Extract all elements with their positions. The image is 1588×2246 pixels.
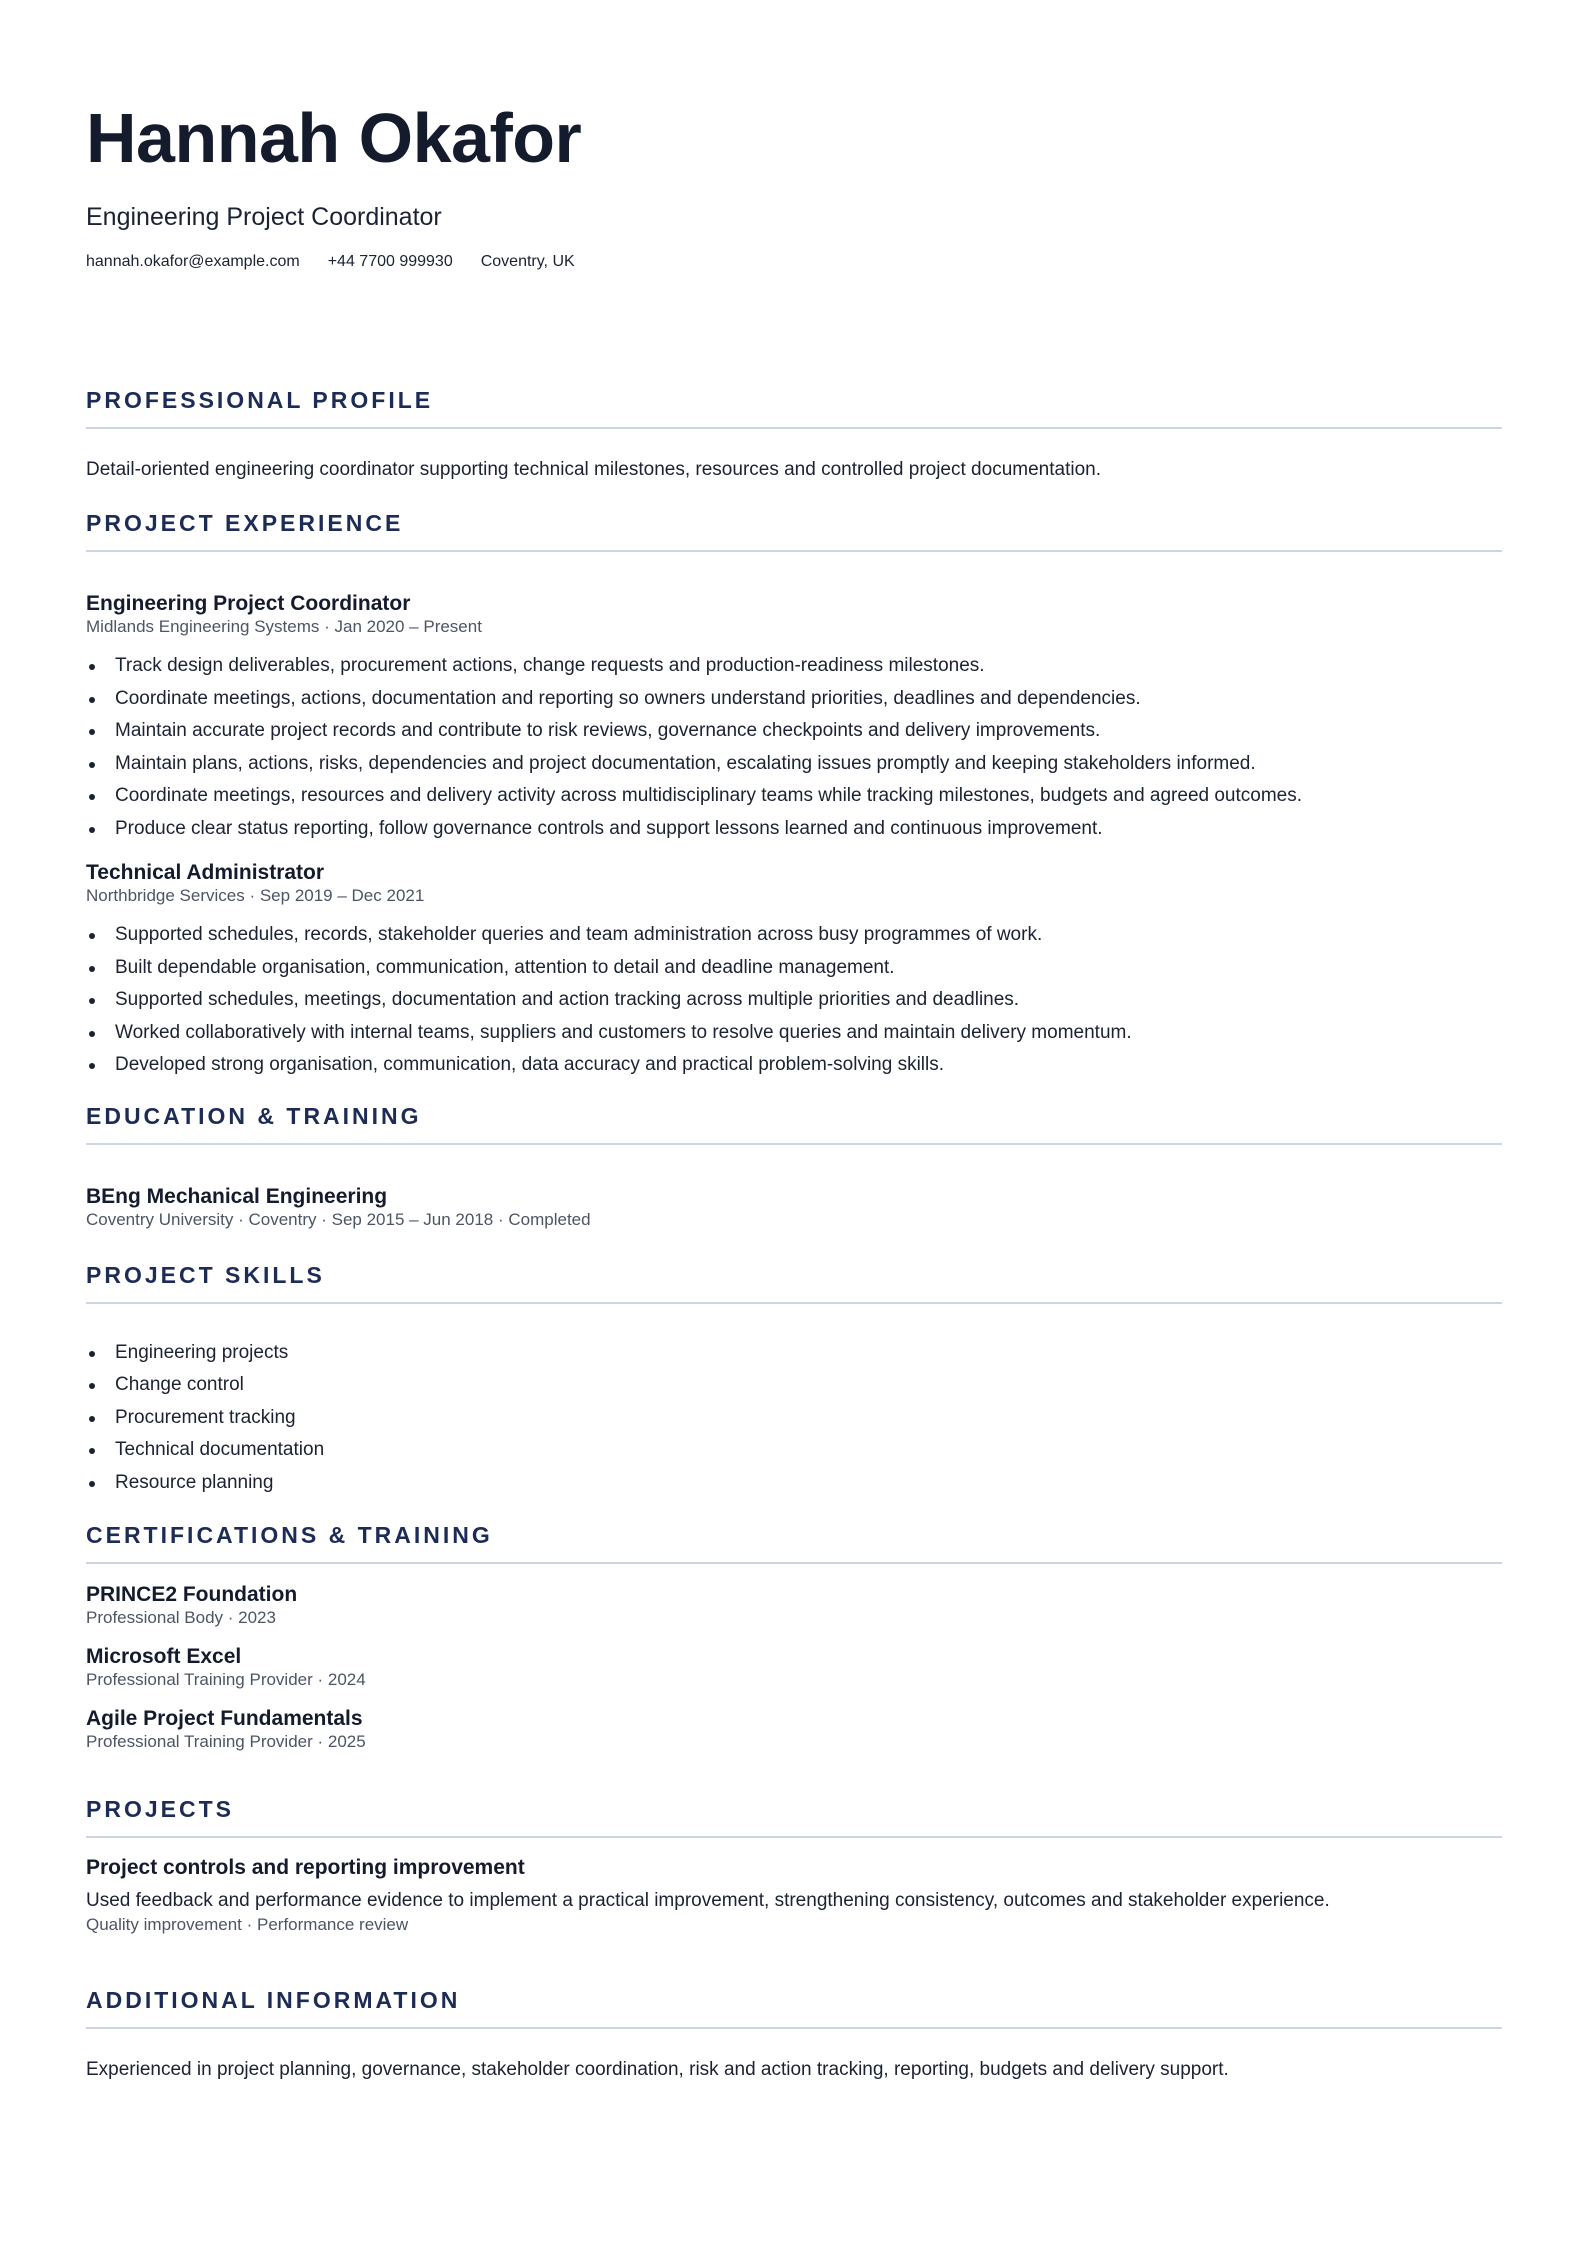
education-entry bbox=[86, 1185, 1502, 1231]
certification-name: Microsoft Excel bbox=[86, 1645, 242, 1668]
certification-name: Agile Project Fundamentals bbox=[86, 1707, 363, 1730]
list-item: Track design deliverables, procurement actions, change requests and production-readiness milestones. bbox=[115, 650, 1502, 683]
list-item: Coordinate meetings, actions, documentation and reporting so owners understand priorities, deadlines and dependencies. bbox=[115, 683, 1502, 716]
contact-location: Coventry, UK bbox=[480, 253, 575, 270]
list-item: Coordinate meetings, resources and delivery activity across multidisciplinary teams while tracking milestones, budgets and agreed outcomes. bbox=[115, 780, 1502, 813]
list-item: Change control bbox=[115, 1369, 1502, 1402]
contact-line bbox=[86, 252, 1502, 272]
section-title-projects: PROJECTS bbox=[86, 1796, 234, 1822]
additional-info: Experienced in project planning, governance, stakeholder coordination, risk and action tracking, reporting, budgets and delivery support. bbox=[86, 2059, 1229, 2080]
section-profile bbox=[86, 386, 1502, 483]
contact-email: hannah.okafor@example.com bbox=[86, 253, 300, 270]
section-title-profile: PROFESSIONAL PROFILE bbox=[86, 387, 434, 413]
certification-entry bbox=[86, 1583, 1502, 1629]
section-divider bbox=[86, 1562, 1502, 1564]
section-title-skills: PROJECT SKILLS bbox=[86, 1261, 325, 1288]
section-divider bbox=[86, 2027, 1502, 2029]
certification-name: PRINCE2 Foundation bbox=[86, 1583, 298, 1606]
skills-list bbox=[86, 1337, 1502, 1500]
list-item: Procurement tracking bbox=[115, 1402, 1502, 1435]
section-education bbox=[86, 1102, 1502, 1231]
job-title: Technical Administrator bbox=[86, 861, 325, 884]
section-title-additional: ADDITIONAL INFORMATION bbox=[86, 1987, 461, 2013]
list-item: Built dependable organisation, communication, attention to detail and deadline management. bbox=[115, 952, 1502, 985]
project-description: Used feedback and performance evidence to implement a practical improvement, strengthening consistency, outcomes and stakeholder experience. bbox=[86, 1890, 1330, 1911]
job-bullets bbox=[86, 650, 1502, 845]
job-bullets bbox=[86, 919, 1502, 1082]
section-certifications bbox=[86, 1521, 1502, 1753]
section-divider bbox=[86, 427, 1502, 429]
resume-header bbox=[86, 98, 1502, 272]
list-item: Supported schedules, records, stakeholder queries and team administration across busy programmes of work. bbox=[115, 919, 1502, 952]
project-entry bbox=[86, 1856, 1502, 1936]
list-item: Developed strong organisation, communication, data accuracy and practical problem-solving skills. bbox=[115, 1049, 1502, 1082]
section-projects bbox=[86, 1795, 1502, 1936]
job-title: Engineering Project Coordinator bbox=[86, 592, 411, 615]
section-title-certifications: CERTIFICATIONS & TRAINING bbox=[86, 1522, 493, 1548]
job-meta: Northbridge Services · Sep 2019 – Dec 2021 bbox=[86, 886, 425, 905]
list-item: Maintain plans, actions, risks, dependencies and project documentation, escalating issues promptly and keeping stakeholders informed. bbox=[115, 748, 1502, 781]
list-item: Engineering projects bbox=[115, 1337, 1502, 1370]
candidate-name: Hannah Okafor bbox=[86, 99, 582, 177]
degree-title: BEng Mechanical Engineering bbox=[86, 1184, 388, 1208]
profile-summary: Detail-oriented engineering coordinator supporting technical milestones, resources and controlled project documentation. bbox=[86, 459, 1101, 480]
section-divider bbox=[86, 1836, 1502, 1838]
certification-meta: Professional Body · 2023 bbox=[86, 1608, 276, 1627]
list-item: Produce clear status reporting, follow governance controls and support lessons learned and continuous improvement. bbox=[115, 813, 1502, 846]
section-experience bbox=[86, 509, 1502, 1082]
list-item: Resource planning bbox=[115, 1467, 1502, 1500]
list-item: Supported schedules, meetings, documentation and action tracking across multiple priorities and deadlines. bbox=[115, 984, 1502, 1017]
section-additional bbox=[86, 1986, 1502, 2083]
list-item: Maintain accurate project records and contribute to risk reviews, governance checkpoints and delivery improvements. bbox=[115, 715, 1502, 748]
certification-meta: Professional Training Provider · 2024 bbox=[86, 1670, 366, 1689]
section-divider bbox=[86, 1143, 1502, 1145]
project-name: Project controls and reporting improvement bbox=[86, 1856, 525, 1879]
experience-entry bbox=[86, 861, 1502, 1082]
certification-meta: Professional Training Provider · 2025 bbox=[86, 1732, 366, 1751]
candidate-role: Engineering Project Coordinator bbox=[86, 203, 442, 231]
section-skills bbox=[86, 1261, 1502, 1500]
degree-meta: Coventry University · Coventry · Sep 2015 – Jun 2018 · Completed bbox=[86, 1209, 591, 1229]
section-divider bbox=[86, 1302, 1502, 1304]
contact-phone: +44 7700 999930 bbox=[327, 253, 453, 270]
certification-entry bbox=[86, 1707, 1502, 1753]
list-item: Worked collaboratively with internal teams, suppliers and customers to resolve queries and maintain delivery momentum. bbox=[115, 1017, 1502, 1050]
section-divider bbox=[86, 550, 1502, 552]
project-tags: Quality improvement · Performance review bbox=[86, 1915, 409, 1934]
section-title-experience: PROJECT EXPERIENCE bbox=[86, 510, 404, 536]
job-meta: Midlands Engineering Systems · Jan 2020 – Present bbox=[86, 617, 482, 636]
list-item: Technical documentation bbox=[115, 1434, 1502, 1467]
certification-entry bbox=[86, 1645, 1502, 1691]
section-title-education: EDUCATION & TRAINING bbox=[86, 1102, 422, 1129]
experience-entry bbox=[86, 592, 1502, 845]
